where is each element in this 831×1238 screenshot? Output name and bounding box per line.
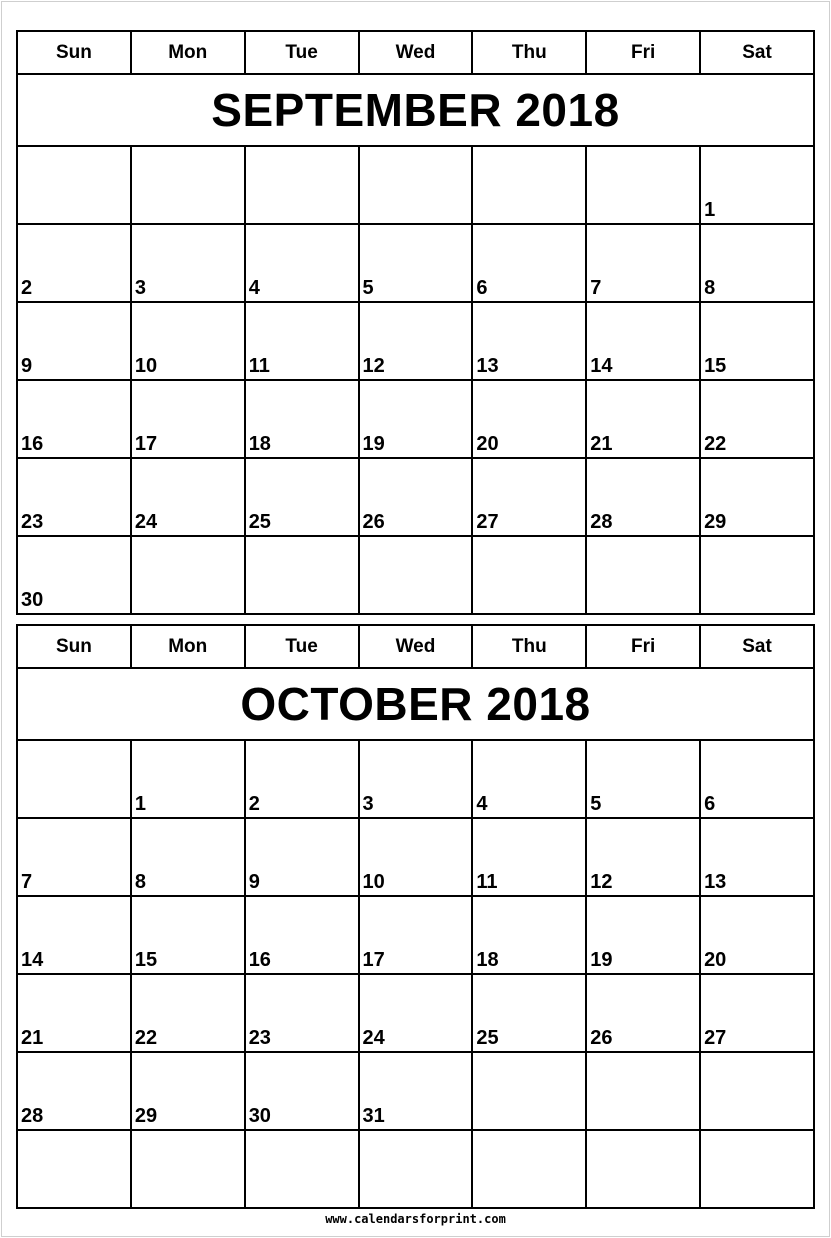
day-cell	[586, 818, 700, 896]
day-cell	[359, 224, 473, 302]
day-cell	[245, 1052, 359, 1130]
day-cell	[472, 224, 586, 302]
day-number: 29	[134, 1105, 158, 1127]
day-number: 22	[134, 1027, 158, 1049]
day-number: 30	[21, 589, 44, 611]
week-row	[17, 740, 814, 818]
week-row	[17, 146, 814, 224]
week-row	[17, 896, 814, 974]
day-number: 15	[134, 949, 158, 971]
day-number: 4	[248, 277, 260, 299]
day-number: 7	[590, 277, 602, 299]
day-number: 6	[476, 277, 488, 299]
day-number: 30	[248, 1105, 271, 1127]
day-cell	[131, 1052, 245, 1130]
day-cell	[131, 146, 245, 224]
day-cell	[472, 1130, 586, 1208]
day-cell	[17, 974, 131, 1052]
weekday-label: Thu	[472, 625, 586, 668]
week-row	[17, 1052, 814, 1130]
day-number: 5	[362, 277, 374, 299]
day-number: 25	[476, 1027, 499, 1049]
month-title: SEPTEMBER 2018	[17, 74, 814, 146]
month-title-row	[17, 668, 814, 740]
day-cell	[17, 1130, 131, 1208]
day-number: 16	[248, 949, 271, 971]
day-cell	[17, 896, 131, 974]
day-number: 11	[248, 355, 270, 377]
week-row	[17, 302, 814, 380]
day-number: 24	[134, 511, 158, 533]
day-cell	[700, 224, 814, 302]
day-cell	[131, 380, 245, 458]
day-cell	[472, 146, 586, 224]
day-number: 4	[476, 793, 488, 815]
day-cell	[131, 302, 245, 380]
day-cell	[472, 536, 586, 614]
day-cell	[700, 1130, 814, 1208]
day-cell	[131, 536, 245, 614]
day-cell	[359, 896, 473, 974]
weekday-label: Thu	[472, 31, 586, 74]
day-cell	[131, 1130, 245, 1208]
day-cell	[700, 536, 814, 614]
day-cell	[17, 536, 131, 614]
day-number: 19	[590, 949, 613, 971]
day-cell	[472, 458, 586, 536]
day-number: 21	[590, 433, 613, 455]
day-cell	[245, 1130, 359, 1208]
weekday-label: Sat	[700, 31, 814, 74]
weekday-label: Mon	[131, 31, 245, 74]
day-cell	[586, 380, 700, 458]
weekday-header-row	[17, 31, 814, 74]
website-footer: www.calendarsforprint.com	[325, 1212, 506, 1226]
day-number: 2	[21, 277, 33, 299]
day-number: 8	[704, 277, 716, 299]
day-cell	[700, 740, 814, 818]
day-cell	[245, 302, 359, 380]
weekday-label: Mon	[131, 625, 245, 668]
day-number: 28	[21, 1105, 44, 1127]
day-number: 9	[21, 355, 33, 377]
day-cell	[245, 740, 359, 818]
weekday-label: Tue	[245, 625, 359, 668]
day-number: 1	[134, 793, 146, 815]
day-cell	[359, 146, 473, 224]
day-number: 31	[362, 1105, 385, 1127]
calendar-october	[16, 624, 815, 1207]
day-number: 12	[362, 355, 385, 377]
day-number: 15	[704, 355, 727, 377]
month-table	[16, 30, 815, 615]
weekday-label: Fri	[586, 31, 700, 74]
day-number: 20	[476, 433, 499, 455]
day-cell	[700, 974, 814, 1052]
day-cell	[472, 302, 586, 380]
week-row	[17, 536, 814, 614]
day-cell	[17, 224, 131, 302]
day-cell	[359, 302, 473, 380]
day-number: 13	[704, 871, 727, 893]
day-number: 6	[704, 793, 716, 815]
day-cell	[472, 1052, 586, 1130]
day-cell	[700, 1052, 814, 1130]
day-cell	[245, 146, 359, 224]
day-number: 2	[248, 793, 260, 815]
day-number: 18	[476, 949, 499, 971]
day-number: 10	[134, 355, 158, 377]
day-cell	[17, 458, 131, 536]
day-number: 27	[476, 511, 499, 533]
day-number: 21	[21, 1027, 44, 1049]
day-number: 10	[362, 871, 385, 893]
weekday-label: Tue	[245, 31, 359, 74]
day-cell	[131, 224, 245, 302]
day-number: 7	[21, 871, 33, 893]
weekday-header-row	[17, 625, 814, 668]
week-row	[17, 458, 814, 536]
week-row	[17, 224, 814, 302]
day-cell	[586, 536, 700, 614]
day-cell	[17, 740, 131, 818]
day-cell	[131, 974, 245, 1052]
week-row	[17, 1130, 814, 1208]
weekday-label: Sat	[700, 625, 814, 668]
day-number: 29	[704, 511, 727, 533]
day-cell	[586, 302, 700, 380]
day-cell	[245, 974, 359, 1052]
day-number: 24	[362, 1027, 385, 1049]
day-cell	[472, 896, 586, 974]
day-cell	[700, 896, 814, 974]
day-number: 3	[134, 277, 146, 299]
day-cell	[700, 458, 814, 536]
day-number: 23	[21, 511, 44, 533]
day-number: 28	[590, 511, 613, 533]
day-cell	[245, 458, 359, 536]
day-number: 22	[704, 433, 727, 455]
day-cell	[586, 458, 700, 536]
day-cell	[359, 536, 473, 614]
day-cell	[472, 974, 586, 1052]
month-table	[16, 624, 815, 1209]
day-number: 5	[590, 793, 602, 815]
day-cell	[472, 380, 586, 458]
day-number: 27	[704, 1027, 727, 1049]
day-cell	[700, 302, 814, 380]
day-cell	[245, 224, 359, 302]
weekday-label: Sun	[17, 31, 131, 74]
day-cell	[17, 146, 131, 224]
day-number: 3	[362, 793, 374, 815]
day-cell	[586, 1052, 700, 1130]
day-cell	[245, 818, 359, 896]
day-number: 25	[248, 511, 271, 533]
day-cell	[359, 458, 473, 536]
day-cell	[472, 740, 586, 818]
day-cell	[472, 818, 586, 896]
day-number: 17	[134, 433, 158, 455]
day-cell	[359, 818, 473, 896]
day-number: 26	[590, 1027, 613, 1049]
day-number: 26	[362, 511, 385, 533]
day-cell	[17, 1052, 131, 1130]
day-number: 18	[248, 433, 271, 455]
day-number: 13	[476, 355, 499, 377]
day-cell	[700, 818, 814, 896]
day-number: 19	[362, 433, 385, 455]
day-cell	[586, 146, 700, 224]
day-cell	[17, 302, 131, 380]
day-cell	[131, 458, 245, 536]
day-cell	[17, 380, 131, 458]
week-row	[17, 818, 814, 896]
day-number: 11	[476, 871, 498, 893]
day-cell	[245, 896, 359, 974]
day-cell	[359, 1130, 473, 1208]
weekday-label: Fri	[586, 625, 700, 668]
day-number: 1	[704, 199, 716, 221]
weekday-label: Sun	[17, 625, 131, 668]
day-cell	[586, 974, 700, 1052]
day-cell	[586, 1130, 700, 1208]
weekday-label: Wed	[359, 625, 473, 668]
day-cell	[359, 1052, 473, 1130]
day-cell	[245, 380, 359, 458]
calendar-september	[16, 30, 815, 613]
day-number: 14	[21, 949, 44, 971]
day-cell	[359, 974, 473, 1052]
day-number: 23	[248, 1027, 271, 1049]
day-cell	[359, 740, 473, 818]
week-row	[17, 380, 814, 458]
week-row	[17, 974, 814, 1052]
day-cell	[131, 818, 245, 896]
day-cell	[586, 896, 700, 974]
day-cell	[586, 224, 700, 302]
day-number: 12	[590, 871, 613, 893]
day-cell	[700, 380, 814, 458]
day-cell	[586, 740, 700, 818]
weekday-label: Wed	[359, 31, 473, 74]
day-cell	[131, 896, 245, 974]
day-number: 17	[362, 949, 385, 971]
day-number: 16	[21, 433, 44, 455]
month-title-row	[17, 74, 814, 146]
day-number: 8	[134, 871, 146, 893]
month-title: OCTOBER 2018	[17, 668, 814, 740]
day-cell	[245, 536, 359, 614]
day-number: 20	[704, 949, 727, 971]
day-number: 9	[248, 871, 260, 893]
day-number: 14	[590, 355, 613, 377]
day-cell	[131, 740, 245, 818]
day-cell	[700, 146, 814, 224]
day-cell	[359, 380, 473, 458]
day-cell	[17, 818, 131, 896]
